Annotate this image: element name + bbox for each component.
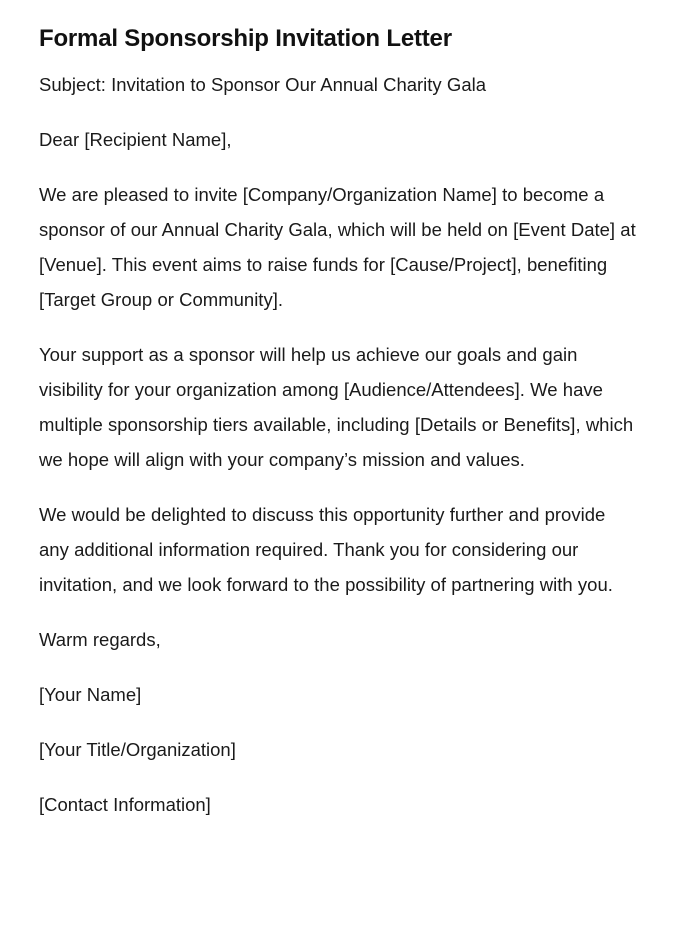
salutation: Dear [Recipient Name], — [39, 129, 232, 150]
subject-line: Subject: Invitation to Sponsor Our Annual Charity Gala — [39, 74, 487, 95]
signature-contact-information: [Contact Information] — [39, 794, 211, 815]
body-paragraph-1: We are pleased to invite [Company/Organization Name] to become a sponsor of our Annual Charity Gala, which will be held on [Event Date] at [Venue]. This event aims to raise funds for [Cause/Project], benefiting [Target Group or Community]. — [39, 184, 636, 310]
closing-line: Warm regards, — [39, 629, 161, 650]
body-paragraph-3: We would be delighted to discuss this opportunity further and provide any additional information required. Thank you for considering our invitation, and we look forward to the possibility of partnering with you. — [39, 504, 613, 595]
signature-name: [Your Name] — [39, 684, 142, 705]
signature-title-organization: [Your Title/Organization] — [39, 739, 236, 760]
body-paragraph-2: Your support as a sponsor will help us achieve our goals and gain visibility for your organization among [Audience/Attendees]. We have multiple sponsorship tiers available, including [Details or Benefits], which we hope will align with your company’s mission and values. — [39, 344, 634, 470]
page-title: Formal Sponsorship Invitation Letter — [39, 25, 452, 52]
letter-body — [39, 56, 660, 822]
